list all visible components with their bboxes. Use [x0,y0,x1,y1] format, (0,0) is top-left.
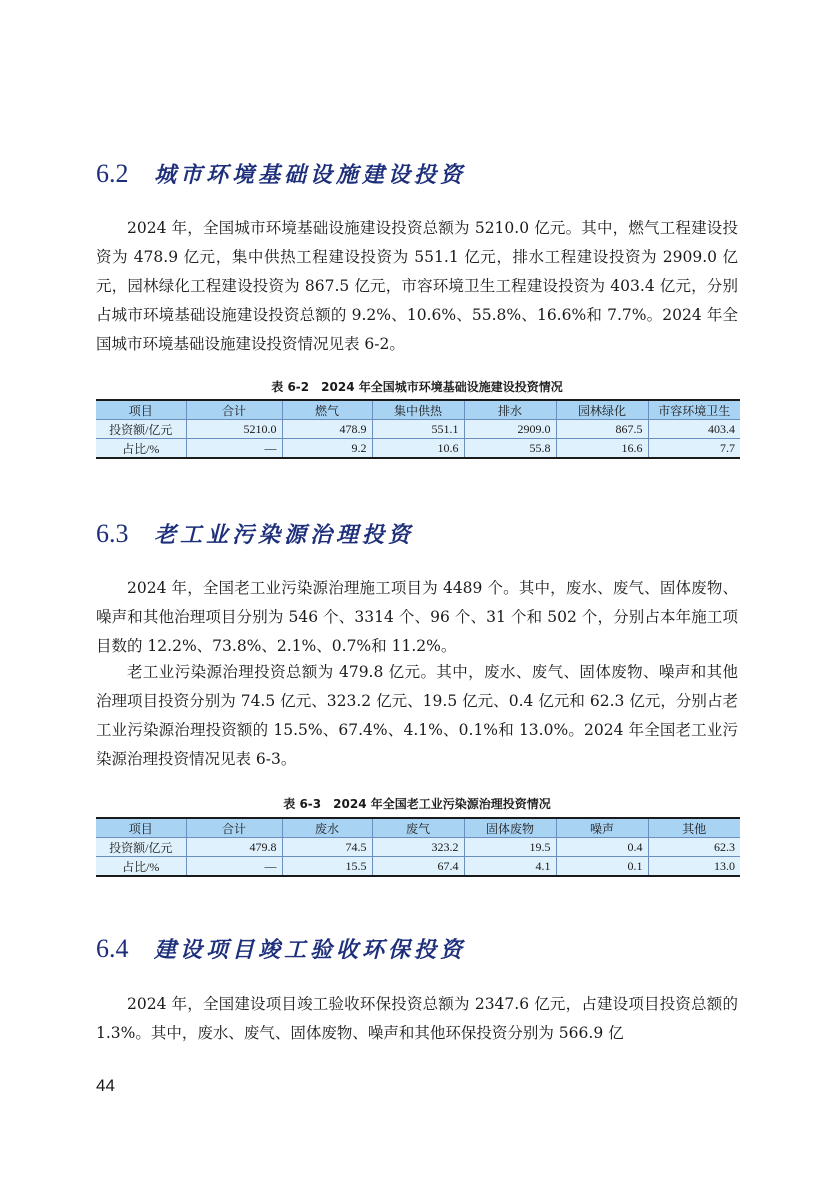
table-header-cell: 园林绿化 [556,400,648,420]
table-cell: 投资额/亿元 [96,420,186,439]
table-cell: 9.2 [282,439,372,459]
paragraph: 2024 年，全国老工业污染源治理施工项目为 4489 个。其中，废水、废气、固体废物、噪声和其他治理项目分别为 546 个、3314 个、96 个、31 个和 502 个，分别占本年施工项目数的 12.2%、73.8%、2.1%、0.7%和 11.2%。 [96,579,738,655]
section-heading-6-2 [96,158,466,189]
data-table-6-2 [96,399,740,459]
table-header-cell: 排水 [464,400,556,420]
table-header-cell: 废气 [372,818,464,838]
table-cell: 74.5 [282,838,372,857]
table-header-cell: 固体废物 [464,818,556,838]
table-cell: 323.2 [372,838,464,857]
table-header-cell: 集中供热 [372,400,464,420]
table-header-cell: 合计 [186,400,282,420]
table-header-cell: 废水 [282,818,372,838]
table-cell: 16.6 [556,439,648,459]
table-caption: 表 6-2 2024 年全国城市环境基础设施建设投资情况 [271,380,563,394]
table-row [96,420,740,439]
section-heading-6-4 [96,933,466,964]
paragraph: 2024 年，全国城市环境基础设施建设投资总额为 5210.0 亿元。其中，燃气工程建设投资为 478.9 亿元，集中供热工程建设投资为 551.1 亿元，排水工程建设投资为 2909.0 亿元，园林绿化工程建设投资为 867.5 亿元，市容环境卫生工程建设投资为 403.4 亿元，分别占城市环境基础设施建设投资总额的 9.2%、10.6%、55.8%、16.6%和 7.7%。2024 年全国城市环境基础设施建设投资情况见表 6-2。 [96,219,738,353]
table-cell: 4.1 [464,857,556,877]
section-title: 建设项目竣工验收环保投资 [154,938,467,963]
section-heading-6-3 [96,518,414,549]
table-header-cell: 燃气 [282,400,372,420]
table-cell: 投资额/亿元 [96,838,186,857]
table-row [96,439,740,459]
table-header-cell: 项目 [96,818,186,838]
table-header-row [96,400,740,420]
table-header-cell: 合计 [186,818,282,838]
table-header-cell: 项目 [96,400,186,420]
table-cell: 10.6 [372,439,464,459]
table-cell: 67.4 [372,857,464,877]
table-cell: 62.3 [648,838,740,857]
table-row [96,857,740,877]
table-cell: 2909.0 [464,420,556,439]
table-cell: 13.0 [648,857,740,877]
table-cell: — [186,439,282,459]
table-cell: 占比/% [96,439,186,459]
table-cell: 55.8 [464,439,556,459]
table-cell: 479.8 [186,838,282,857]
table-cell: 867.5 [556,420,648,439]
table-header-row [96,818,740,838]
paragraph: 老工业污染源治理投资总额为 479.8 亿元。其中，废水、废气、固体废物、噪声和其他治理项目投资分别为 74.5 亿元、323.2 亿元、19.5 亿元、0.4 亿元和 62.3 亿元，分别占老工业污染源治理投资额的 15.5%、67.4%、4.1%、0.1%和 13.0%。2024 年全国老工业污染源治理投资情况见表 6-3。 [96,663,738,768]
table-cell: 0.4 [556,838,648,857]
data-table-6-3 [96,817,740,877]
page-number: 44 [96,1076,115,1095]
table-header-cell: 噪声 [556,818,648,838]
table-cell: 403.4 [648,420,740,439]
table-cell: 0.1 [556,857,648,877]
section-title: 老工业污染源治理投资 [154,523,415,548]
table-caption: 表 6-3 2024 年全国老工业污染源治理投资情况 [283,797,551,811]
table-cell: 占比/% [96,857,186,877]
table-cell: 19.5 [464,838,556,857]
table-cell: — [186,857,282,877]
paragraph: 2024 年，全国建设项目竣工验收环保投资总额为 2347.6 亿元，占建设项目投资总额的 1.3%。其中，废水、废气、固体废物、噪声和其他环保投资分别为 566.9 亿 [96,995,738,1042]
section-title: 城市环境基础设施建设投资 [154,163,467,188]
table-cell: 7.7 [648,439,740,459]
section-number: 6.2 [96,159,129,188]
table-header-cell: 其他 [648,818,740,838]
table-cell: 5210.0 [186,420,282,439]
section-number: 6.4 [96,934,129,963]
table-header-cell: 市容环境卫生 [648,400,740,420]
table-cell: 15.5 [282,857,372,877]
table-row [96,838,740,857]
section-number: 6.3 [96,519,129,548]
table-cell: 478.9 [282,420,372,439]
table-cell: 551.1 [372,420,464,439]
